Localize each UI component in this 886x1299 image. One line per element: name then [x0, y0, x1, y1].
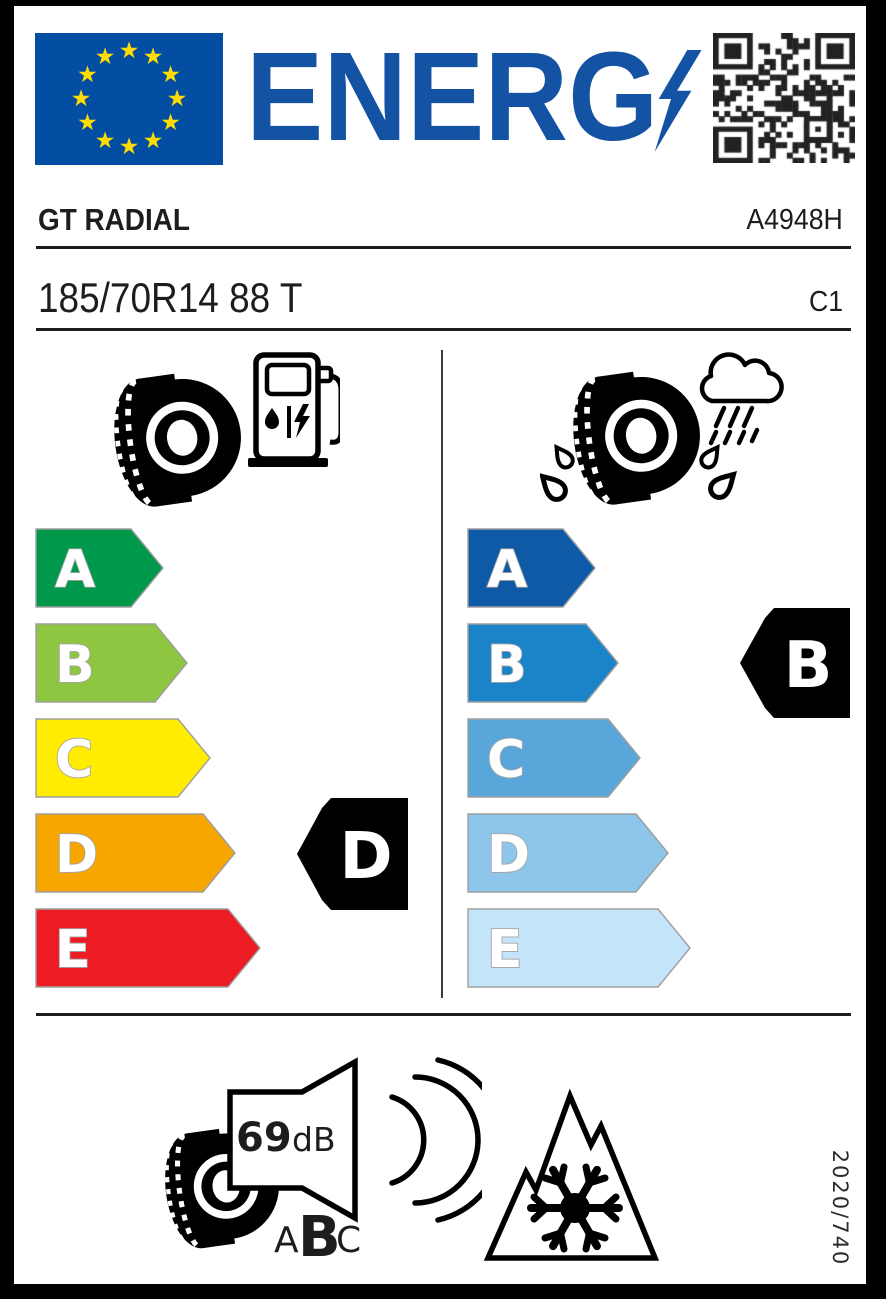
wet-class-letter-D: D — [487, 825, 531, 885]
noise-icon — [152, 1045, 482, 1287]
wet-class-arrow-A — [467, 528, 597, 608]
wet-grip-icon — [540, 348, 800, 523]
eu-flag-star: ★ — [77, 110, 98, 136]
eu-flag-star: ★ — [94, 127, 116, 154]
wet-class-letter-E: E — [487, 920, 523, 980]
wet-class-letter-B: B — [487, 635, 527, 695]
eu-flag-star: ★ — [118, 38, 140, 64]
wet-class-letter-A: A — [487, 540, 528, 600]
divider-line — [36, 328, 851, 331]
eu-flag-star: ★ — [118, 134, 140, 160]
snow-grip-3pmsf-icon — [480, 1088, 665, 1268]
eu-flag-star: ★ — [94, 44, 116, 71]
article-code: A4948H — [746, 204, 843, 236]
divider-line — [36, 246, 851, 249]
eu-flag-star: ★ — [166, 86, 188, 112]
noise-decibel-unit: dB — [292, 1120, 336, 1159]
tyre-size: 185/70R14 88 T — [38, 274, 303, 321]
wet-class-letter-C: C — [487, 730, 526, 790]
fuel-class-letter-A: A — [55, 540, 96, 600]
eu-flag-star: ★ — [142, 127, 164, 154]
qr-code — [713, 33, 855, 163]
noise-class-a: A — [274, 1220, 299, 1261]
wet-class-arrow-C — [467, 718, 642, 798]
fuel-efficiency-icon — [105, 350, 340, 520]
eu-flag-star: ★ — [70, 86, 92, 112]
regulation-number: 2020/740 — [828, 1149, 852, 1267]
sound-waves-icon — [392, 1060, 482, 1220]
wet-class-arrow-B — [467, 623, 620, 703]
lightning-bolt-icon — [644, 50, 702, 152]
fuel-class-letter-E: E — [55, 920, 91, 980]
fuel-rating-letter: D — [339, 820, 393, 894]
divider-line — [36, 1013, 851, 1016]
vertical-divider — [441, 350, 443, 998]
fuel-class-arrow-A — [35, 528, 165, 608]
energy-logo-text: ENERG — [246, 26, 659, 167]
wet-rating-letter: B — [783, 629, 833, 703]
eu-flag-star: ★ — [142, 44, 164, 71]
wet-grip-scale — [467, 528, 767, 998]
eu-flag-star: ★ — [77, 62, 98, 88]
eu-flag-star: ★ — [160, 62, 181, 88]
fuel-class-arrow-D — [35, 813, 237, 893]
wet-class-arrow-D — [467, 813, 670, 893]
label-border-top — [0, 0, 886, 6]
fuel-class-arrow-B — [35, 623, 189, 703]
wet-rating-arrow — [740, 608, 850, 718]
fuel-rating-arrow — [297, 798, 408, 910]
noise-decibel-value: 69 — [236, 1115, 292, 1161]
eu-flag — [35, 33, 223, 165]
fuel-class-arrow-C — [35, 718, 212, 798]
noise-class-b-highlighted: B — [298, 1205, 341, 1270]
fuel-class-letter-B: B — [55, 635, 95, 695]
eu-flag-star: ★ — [160, 110, 181, 136]
fuel-class-letter-D: D — [55, 825, 99, 885]
fuel-class-arrow-E — [35, 908, 262, 988]
vehicle-class: C1 — [808, 286, 843, 318]
label-border-left — [0, 0, 14, 1299]
noise-class-c: C — [336, 1220, 362, 1261]
fuel-efficiency-scale — [35, 528, 335, 998]
fuel-class-letter-C: C — [55, 730, 94, 790]
brand-name: GT RADIAL — [38, 202, 190, 237]
label-border-right — [866, 0, 886, 1299]
wet-class-arrow-E — [467, 908, 692, 988]
